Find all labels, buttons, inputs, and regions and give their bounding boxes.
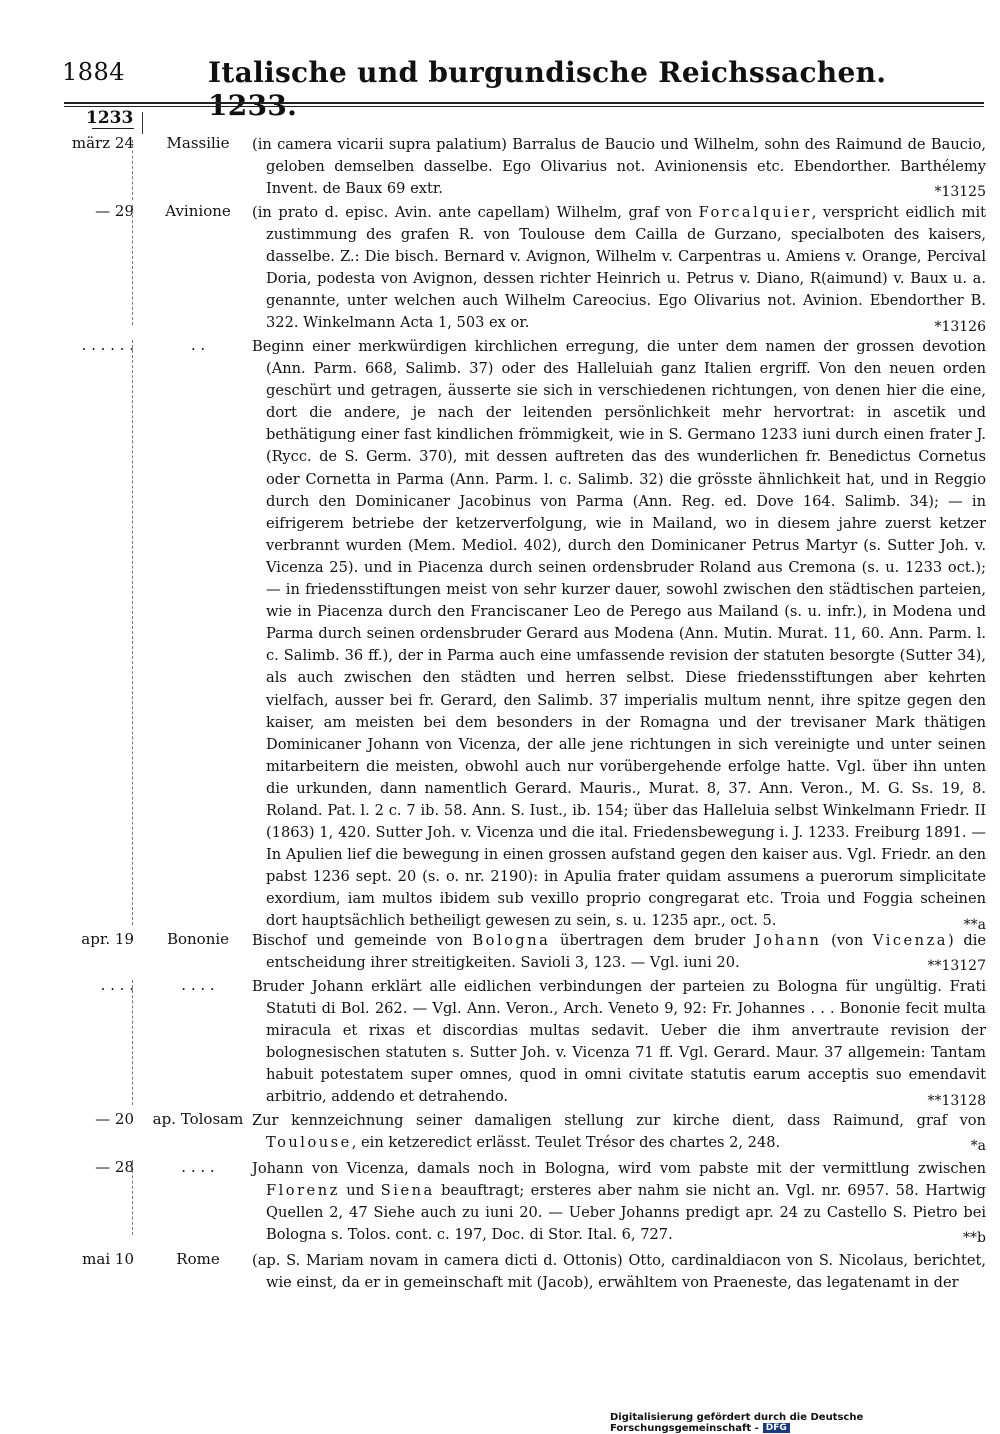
header-rule-thin (64, 106, 984, 107)
page-header (62, 56, 942, 122)
entry-number: **13127 (927, 958, 986, 975)
entry-number: **13128 (927, 1092, 986, 1109)
entry-place: . . . . (181, 976, 215, 994)
entry-date: . . . . . . (81, 336, 134, 354)
entry-date: — 29 (95, 202, 134, 220)
year-heading: 1233 (86, 108, 134, 128)
entry-place: . . (190, 336, 206, 354)
dfg-logo: DFG (763, 1423, 790, 1433)
column-rule (142, 112, 143, 134)
column-divider (132, 980, 133, 1105)
entry-text: Bischof und gemeinde von Bologna übertragen dem bruder Johann (von Vicenza) die entscheidung ihrer streitigkeiten. Savioli 3, 123. — Vgl. iuni 20. **13127 (252, 932, 986, 975)
entry-place: Massilie (166, 134, 230, 152)
column-divider (132, 205, 133, 325)
entry-text: (ap. S. Mariam novam in camera dicti d. Ottonis) Otto, cardinaldiacon von S. Nicolaus, berichtet, wie einst, da er in gemeinschaft mit (Jacob), erwähltem von Praeneste, das legatenamt in der (252, 1252, 986, 1292)
entry-place: Rome (176, 1250, 220, 1268)
entry-text: Beginn einer merkwürdigen kirchlichen erregung, die unter dem namen der grossen devotion (Ann. Parm. 668, Salimb. 37) oder des Halleluiah ganz Italien ergriff. Von den neuen orden geschürt und getragen, äusserte sie sich in verschiedenen richtungen, von denen hier die eine, dort die andere, je nach der leitenden persönlichkeit mehr hervortrat: in ascetik und bethätigung einer fast kindlichen frömmigkeit, wie in S. Germano 1233 iuni durch einen frater J. (Rycc. de S. Germ. 370), mit dessen auftreten das des wunderlichen fr. Benedictus Cornetus oder Cornetta in Parma (Ann. Parm. l. c. Salimb. 32) die grösste ähnlichkeit hat, und in Reggio durch den Dominicaner Jacobinus von Parma (Ann. Reg. ed. Dove 164. Salimb. 34); — in eifrigerem betriebe der ketzerverfolgung, wie in Mailand, wo in diesem jahre zuerst ketzer verbrannt wurden (Mem. Mediol. 402), durch den Dominicaner Petrus Martyr (s. Sutter Joh. v. Vicenza 25). und in Piacenza durch seinen ordensbruder Roland aus Cremona (s. u. 1233 oct.); — in friedensstiftungen meist von sehr kurzer dauer, sowohl zwischen den städtischen parteien, wie in Piacenza durch den Franciscaner Leo de Perego aus Mailand (s. u. infr.), in Modena und Parma durch seinen ordensbruder Gerard aus Modena (Ann. Mutin. Murat. 11, 60. Ann. Parm. l. c. Salimb. 36 ff.), der in Parma auch eine umfassende revision der statuten besorgte (Sutter 34), als auch zwischen den städten und herren selbst. Diese friedensstiftungen aber kehrten vielfach, ausser bei fr. Gerard, den Salimb. 37 imperialis multum nennt, ihre spitze gegen den kaiser, am meisten bei dem besonders in der Romagna und der trevisaner Mark thätigen Dominicaner Johann von Vicenza, der alle jene richtungen in sich vereinigte und unter seinen mitarbeitern die meisten, obwohl auch nur vorübergehende erfolge hatte. Vgl. über ihn unten die urkunden, dann namentlich Gerard. Mauris., Murat. 8, 37. Ann. Veron., M. G. Ss. 19, 8. Roland. Pat. l. 2 c. 7 ib. 58. Ann. S. Iust., ib. 154; über das Halleluia selbst Winkelmann Friedr. II (1863) 1, 420. Sutter Joh. v. Vicenza und die ital. Friedensbewegung i. J. 1233. Freiburg 1891. — In Apulien lief die bewegung in einen grossen aufstand gegen den kaiser aus. Vgl. Friedr. an den pabst 1236 sept. 20 (s. o. nr. 2190): in Apulia frater quidam assumens a puerorum simplicitate exordium, iam multos ibidem sub vexillo proprio congregarat etc. Troia und Foggia scheinen dort hauptsächlich betheiligt gewesen zu sein, s. u. 1235 apr., oct. 5. **a (252, 338, 986, 933)
entry-text: Johann von Vicenza, damals noch in Bologna, wird vom pabste mit der vermittlung zwischen Florenz und Siena beauftragt; ersteres aber nahm sie nicht an. Vgl. nr. 6957. 58. Hartwig Quellen 2, 47 Siehe auch zu iuni 20. — Ueber Johanns predigt apr. 24 zu Castello S. Pietro bei Bologna s. Tolos. cont. c. 197, Doc. di Stor. Ital. 6, 727. **b (252, 1160, 987, 1247)
entry-text: (in camera vicarii supra palatium) Barralus de Baucio und Wilhelm, sohn des Raimund de Baucio, geloben demselben dasselbe. Ego Olivarius not. Avinionensis etc. Ebendorther. Barthélemy Invent. de Baux 69 extr. *13125 (252, 136, 986, 201)
entry-number: **a (963, 916, 986, 933)
entry-number: *13126 (934, 318, 986, 335)
digitization-footer (610, 1412, 1000, 1434)
entry-text: (in prato d. episc. Avin. ante capellam) Wilhelm, graf von Forcalquier, verspricht eidlich mit zustimmung des grafen R. von Toulouse dem Cailla de Gurzano, specialboten des kaisers, dasselbe. Z.: Die bisch. Bernard v. Avignon, Wilhelm v. Carpentras u. Amiens v. Orange, Percival Doria, podesta von Avignon, dessen richter Heinrich u. Petrus v. Diano, R(aimund) v. Baux u. a. genannte, unter welchen auch Wilhelm Careocius. Ego Olivarius not. Avinion. Ebendorther B. 322. Winkelmann Acta 1, 503 ex or. *13126 (252, 204, 987, 335)
page-number: 1884 (62, 58, 126, 86)
entry-place: ap. Tolosam (152, 1110, 244, 1128)
entry-date: — 20 (95, 1110, 134, 1128)
entry-date: . . . . (100, 976, 134, 994)
year-rule (92, 128, 134, 129)
entry-date: apr. 19 (81, 930, 134, 948)
entry-number: *13125 (934, 184, 986, 201)
entry-place: . . . . (181, 1158, 215, 1176)
entry-date: — 28 (95, 1158, 134, 1176)
column-divider (132, 340, 133, 925)
entry-number: *a (970, 1138, 986, 1155)
entry-date: mai 10 (82, 1250, 134, 1268)
column-divider (132, 1160, 133, 1235)
entry-place: Bononie (166, 930, 230, 948)
footer-text: Digitalisierung gefördert durch die Deutsche Forschungsgemeinschaft - (610, 1412, 864, 1434)
header-rule (64, 102, 984, 104)
entry-number: **b (963, 1230, 986, 1247)
entry-place: Avinione (165, 202, 231, 220)
page-title: Italische und burgundische Reichssachen. 1233. (208, 56, 887, 122)
column-divider (132, 140, 133, 200)
entry-date: märz 24 (71, 134, 134, 152)
entry-text: Bruder Johann erklärt alle eidlichen verbindungen der parteien zu Bologna für ungültig. Frati Statuti di Bol. 262. — Vgl. Ann. Veron., Arch. Veneto 9, 92: Fr. Johannes . . . Bononie fecit multa miracula et rixas et discordias multas sedavit. Ueber die ihm anvertraute revision der bolognesischen statuten s. Sutter Joh. v. Vicenza 71 ff. Vgl. Gerard. Maur. 37 allgemein: Tantam habuit potestatem super omnes, quod in omni civitate statutis earum acceptis suo emendavit arbitrio, addendo et detrahendo. **13128 (252, 978, 986, 1109)
entry-text: Zur kennzeichnung seiner damaligen stellung zur kirche dient, dass Raimund, graf von Toulouse, ein ketzeredict erlässt. Teulet Trésor des chartes 2, 248. *a (252, 1112, 986, 1155)
